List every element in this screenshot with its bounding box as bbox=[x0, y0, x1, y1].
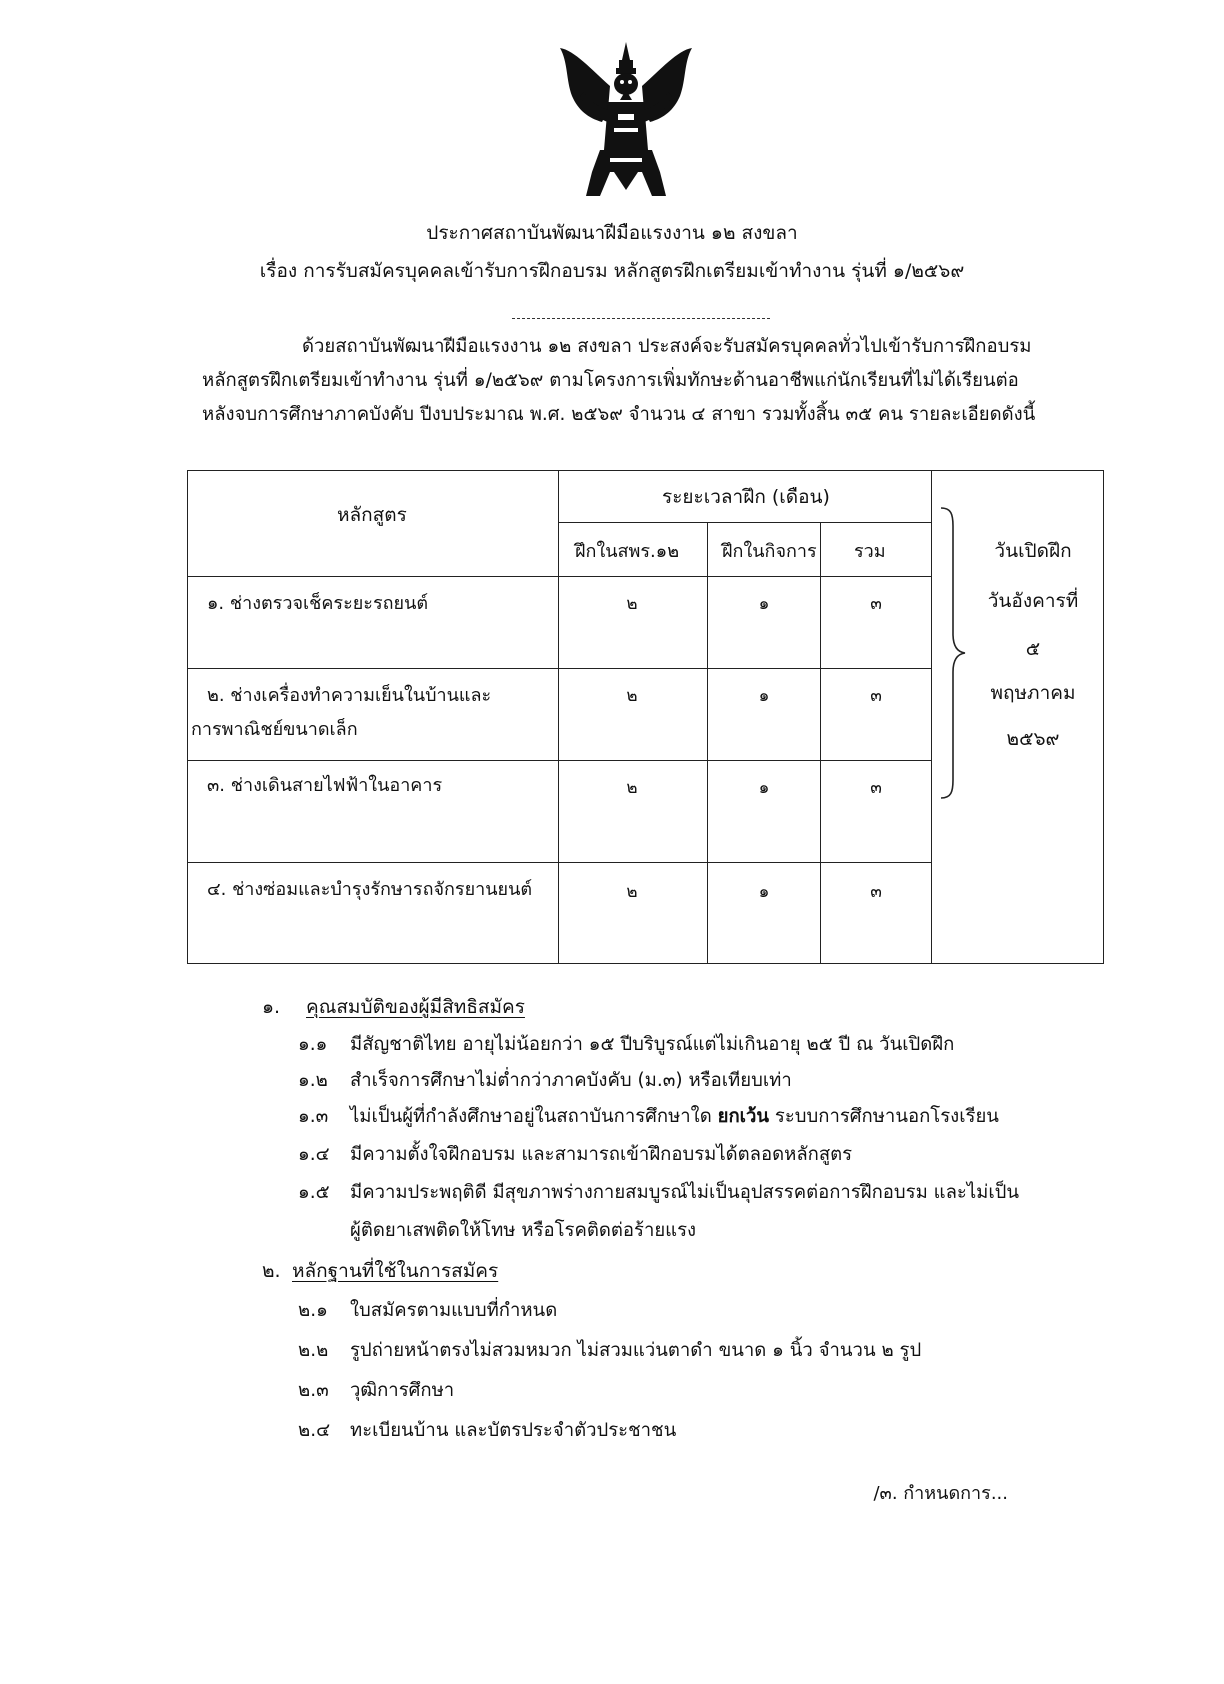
course-row-2: ๒. ช่างเครื่องทำความเย็นในบ้านและ bbox=[207, 685, 492, 706]
header-divider bbox=[512, 318, 770, 319]
company-months-row-3: ๑ bbox=[758, 778, 770, 798]
course-row-3: ๓. ช่างเดินสายไฟฟ้าในอาคาร bbox=[207, 775, 443, 796]
exception-emphasis: ยกเว้น bbox=[717, 1106, 770, 1127]
qualification-1-5: ๑.๕ มีความประพฤติดี มีสุขภาพร่างกายสมบูรณ์ไม่เป็นอุปสรรคต่อการฝึกอบรม และไม่เป็น bbox=[298, 1182, 1020, 1203]
total-months-row-1: ๓ bbox=[870, 594, 882, 614]
section-2-heading bbox=[262, 1256, 498, 1286]
section-2-title: หลักฐานที่ใช้ในการสมัคร bbox=[292, 1260, 499, 1282]
intro-line-2: หลักสูตรฝึกเตรียมเข้าทำงาน รุ่นที่ ๑/๒๕๖๙ ตามโครงการเพิ่มทักษะด้านอาชีพแก่นักเรียนที่ไม่ได้เรียนต่อ bbox=[202, 370, 1019, 391]
section-2-number: ๒. bbox=[262, 1260, 281, 1282]
document-2-4: ๒.๔ ทะเบียนบ้าน และบัตรประจำตัวประชาชน bbox=[298, 1420, 677, 1441]
open-date-year: ๒๕๖๙ bbox=[1006, 728, 1060, 750]
announcement-subject: เรื่อง การรับสมัครบุคคลเข้ารับการฝึกอบรม หลักสูตรฝึกเตรียมเข้าทำงาน รุ่นที่ ๑/๒๕๖๙ bbox=[259, 260, 965, 282]
header-course: หลักสูตร bbox=[337, 504, 407, 526]
qualification-1-3: ๑.๓ ไม่เป็นผู้ที่กำลังศึกษาอยู่ในสถาบันการศึกษาใด ยกเว้น ระบบการศึกษานอกโรงเรียน bbox=[298, 1106, 999, 1127]
section-1-number: ๑. bbox=[262, 996, 281, 1018]
qualification-1-2: ๑.๒ สำเร็จการศึกษาไม่ต่ำกว่าภาคบังคับ (ม.๓) หรือเทียบเท่า bbox=[298, 1070, 792, 1091]
course-row-1: ๑. ช่างตรวจเช็คระยะรถยนต์ bbox=[207, 593, 429, 614]
intro-line-1: ด้วยสถาบันพัฒนาฝีมือแรงงาน ๑๒ สงขลา ประสงค์จะรับสมัครบุคคลทั่วไปเข้ารับการฝึกอบรม bbox=[302, 336, 1032, 357]
open-date-weekday: วันอังคารที่ bbox=[987, 590, 1079, 612]
institute-months-row-2: ๒ bbox=[626, 686, 638, 706]
section-1-heading bbox=[262, 992, 525, 1022]
qualification-1-1: ๑.๑ มีสัญชาติไทย อายุไม่น้อยกว่า ๑๕ ปีบริบูรณ์แต่ไม่เกินอายุ ๒๕ ปี ณ วันเปิดฝึก bbox=[298, 1034, 955, 1055]
intro-line-3: หลังจบการศึกษาภาคบังคับ ปีงบประมาณ พ.ศ. ๒๕๖๙ จำนวน ๔ สาขา รวมทั้งสิ้น ๓๕ คน รายละเอียดดังนี้ bbox=[202, 404, 1036, 425]
course-row-4: ๔. ช่างซ่อมและบำรุงรักษารถจักรยานยนต์ bbox=[207, 879, 533, 900]
institute-months-row-4: ๒ bbox=[626, 882, 638, 902]
company-months-row-4: ๑ bbox=[758, 882, 770, 902]
document-2-1: ๒.๑ ใบสมัครตามแบบที่กำหนด bbox=[298, 1300, 558, 1321]
open-date-month: พฤษภาคม bbox=[990, 682, 1076, 704]
total-months-row-2: ๓ bbox=[870, 686, 882, 706]
qualification-1-5-cont: ผู้ติดยาเสพติดให้โทษ หรือโรคติดต่อร้ายแรง bbox=[350, 1220, 697, 1241]
institute-months-row-3: ๒ bbox=[626, 778, 638, 798]
course-row-2-cont: การพาณิชย์ขนาดเล็ก bbox=[191, 719, 358, 740]
document-2-2: ๒.๒ รูปถ่ายหน้าตรงไม่สวมหมวก ไม่สวมแว่นตาดำ ขนาด ๑ นิ้ว จำนวน ๒ รูป bbox=[298, 1340, 922, 1361]
institute-months-row-1: ๒ bbox=[626, 594, 638, 614]
garuda-emblem bbox=[552, 40, 700, 202]
company-months-row-1: ๑ bbox=[758, 594, 770, 614]
open-date-label: วันเปิดฝึก bbox=[994, 540, 1072, 562]
company-months-row-2: ๑ bbox=[758, 686, 770, 706]
brace-icon bbox=[937, 506, 967, 800]
total-months-row-4: ๓ bbox=[870, 882, 882, 902]
announcement-title: ประกาศสถาบันพัฒนาฝีมือแรงงาน ๑๒ สงขลา bbox=[426, 222, 798, 244]
intro-paragraph bbox=[202, 330, 1082, 432]
page-continuation: /๓. กำหนดการ... bbox=[873, 1483, 1008, 1504]
qualification-1-4: ๑.๔ มีความตั้งใจฝึกอบรม และสามารถเข้าฝึกอบรมได้ตลอดหลักสูตร bbox=[298, 1144, 853, 1165]
document-2-3: ๒.๓ วุฒิการศึกษา bbox=[298, 1380, 455, 1401]
header-total: รวม bbox=[854, 541, 886, 562]
header-company: ฝึกในกิจการ bbox=[722, 541, 817, 562]
header-institute: ฝึกในสพร.๑๒ bbox=[575, 541, 680, 562]
section-1-title: คุณสมบัติของผู้มีสิทธิสมัคร bbox=[306, 996, 525, 1018]
header-duration: ระยะเวลาฝึก (เดือน) bbox=[662, 486, 830, 508]
open-date-day: ๕ bbox=[1025, 638, 1041, 660]
course-table bbox=[187, 470, 1104, 964]
total-months-row-3: ๓ bbox=[870, 778, 882, 798]
